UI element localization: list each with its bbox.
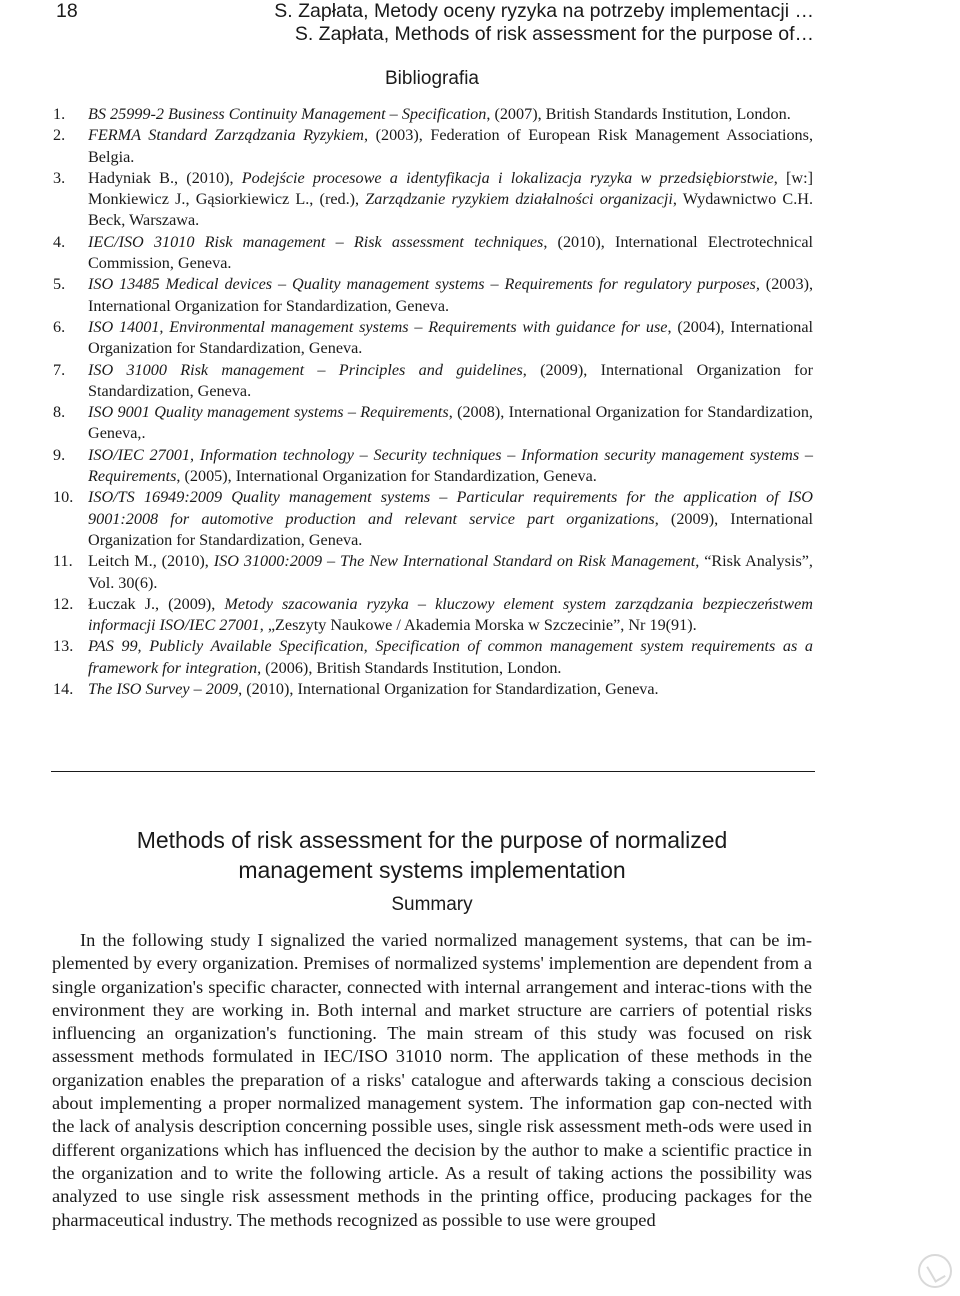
reference-text [88, 232, 813, 275]
reference-number: 8. [53, 403, 66, 422]
reference-title-italic: ISO/IEC 27001, Information technology – Security techniques – Information security management systems – Requirements [88, 445, 813, 486]
reference-detail: , “Risk Analysis”, Vol. 30(6). [88, 552, 813, 592]
reference-detail: , [w:] Monkiewicz J., Gąsiorkiewicz L., (red.), [88, 168, 814, 209]
page-header [0, 0, 960, 48]
reference-title-italic: Podejście procesowe a identyfikacja i lokalizacja ryzyka w przedsiębiorstwie [241, 168, 774, 187]
reference-text [88, 402, 813, 445]
reference-text [88, 551, 813, 594]
reference-detail: , (2006), British Standards Institution, London. [257, 658, 562, 677]
reference-number: 13. [53, 637, 74, 656]
reference-title-italic: BS 25999-2 Business Continuity Management – Specification [88, 105, 487, 123]
watermark-logo-icon [918, 1254, 952, 1288]
reference-detail: (2003), International Organization for Standardization, Geneva. [88, 275, 814, 315]
reference-title-italic: Zarządzanie ryzykiem działalności organizacji [365, 190, 673, 209]
reference-title-italic: ISO/TS 16949:2009 Quality management systems – Particular requirements for the application of ISO 9001:2008 for automotive production and relevant service part organizations [88, 488, 813, 528]
reference-number: 6. [53, 317, 66, 336]
reference-detail: , (2003), Federation of European Risk Management Associations, Belgia. [88, 126, 813, 166]
reference-detail: , (2005), International Organization for Standardization, Geneva. [176, 467, 597, 486]
reference-title-italic: PAS 99, Publicly Available Specification, Specification of common management system requirements as a framework for integration [88, 637, 813, 677]
reference-text [88, 679, 813, 700]
reference-text [88, 636, 813, 679]
reference-text [88, 487, 813, 551]
reference-text [88, 445, 813, 488]
reference-item [53, 551, 813, 594]
reference-item [53, 445, 813, 488]
reference-detail: , „Zeszyty Naukowe / Akademia Morska w Szczecinie”, Nr 19(91). [259, 616, 697, 635]
reference-detail: Leitch M., (2010), [88, 552, 214, 571]
reference-number: 10. [53, 488, 74, 507]
reference-detail: , (2004), International Organization for Standardization, Geneva. [88, 317, 813, 358]
reference-item [53, 636, 813, 679]
reference-item [53, 125, 813, 168]
reference-title-italic: ISO 13485 Medical devices – Quality management systems – Requirements for regulatory purposes, [88, 275, 760, 294]
reference-title-italic: The ISO Survey – 2009 [88, 680, 239, 699]
reference-text [88, 274, 813, 317]
reference-number: 7. [53, 360, 66, 379]
reference-item [53, 317, 813, 360]
reference-text [88, 317, 813, 360]
running-title-polish: S. Zapłata, Metody oceny ryzyka na potrzeby implementacji … [274, 0, 814, 22]
reference-number: 1. [53, 105, 66, 123]
reference-number: 14. [53, 680, 74, 699]
reference-detail: Łuczak J., (2009), [88, 594, 225, 613]
title-line-2: management systems implementation [238, 857, 626, 883]
reference-text [88, 104, 813, 125]
reference-item [53, 679, 813, 700]
reference-item [53, 360, 813, 403]
reference-detail: Hadyniak B., (2010), [88, 168, 242, 187]
reference-number: 9. [53, 445, 66, 464]
reference-text [88, 594, 813, 637]
reference-item [53, 168, 813, 232]
reference-title-italic: FERMA Standard Zarządzania Ryzykiem [88, 126, 364, 145]
section-divider [51, 771, 815, 772]
reference-title-italic: ISO 31000:2009 – The New International Standard on Risk Management [213, 552, 696, 571]
reference-detail: , (2009), International Organization for Standardization, Geneva. [88, 360, 813, 400]
reference-detail: , (2009), International Organization for Standardization, Geneva. [88, 509, 814, 549]
reference-number: 11. [53, 552, 73, 571]
reference-number: 5. [53, 275, 66, 294]
reference-text [88, 168, 813, 232]
reference-number: 12. [53, 594, 74, 613]
reference-title-italic: ISO 9001 Quality management systems – Requirements [88, 403, 449, 422]
title-line-1: Methods of risk assessment for the purpose of normalized [136, 827, 728, 853]
reference-number: 2. [53, 126, 66, 145]
abstract-text: In the following study I signalized the varied normalized management systems, that can be im-plemented by every organization. Premises of normalized systems' implemention are dependent from a single organization's specific character, connected with internal arrangement and interac-tions with the environment they are working in. Both internal and market structure are carriers of potential risks influencing an organization's functioning. The main stream of this study was focused on risk assessment methods formulated in IEC/ISO 31010 norm. The application of these methods in the organization enables the preparation of a risks' catalogue and afterwards taking a conscious decision about implementing a proper normalized management system. The information gap con-nected with the lack of analysis description concerning possible uses, single risk assessment meth-ods were used in different organizations which has influenced the decision by the author to make a scientific practice in the organization and to write the following article. As a result of taking actions the possibility was analyzed to use single risk assessment methods in the printing office, producing packages for the pharmaceutical industry. The methods recognized as possible to use were grouped [52, 930, 812, 1230]
running-title [274, 0, 814, 46]
reference-item [53, 487, 813, 551]
bibliography-heading: Bibliografia [385, 68, 479, 89]
reference-text [88, 360, 813, 403]
reference-title-italic: ISO 31000 Risk management – Principles and guidelines [88, 360, 523, 379]
reference-detail: , Wydawnictwo C.H. Beck, Warszawa. [88, 190, 813, 230]
reference-title-italic: IEC/ISO 31010 Risk management – Risk assessment techniques [88, 232, 544, 251]
reference-detail: , (2010), International Organization for Standardization, Geneva. [238, 680, 659, 699]
reference-item [53, 104, 813, 125]
running-title-english: S. Zapłata, Methods of risk assessment for the purpose of… [294, 23, 814, 45]
reference-item [53, 402, 813, 445]
reference-number: 4. [53, 232, 66, 251]
page-number: 18 [56, 0, 78, 22]
reference-number: 3. [53, 168, 66, 187]
reference-item [53, 274, 813, 317]
reference-title-italic: ISO 14001, Environmental management systems – Requirements with guidance for use [88, 317, 668, 336]
reference-item [53, 594, 813, 637]
reference-detail: , (2010), International Electrotechnical Commission, Geneva. [88, 232, 814, 273]
reference-detail: , (2007), British Standards Institution, London. [486, 105, 791, 123]
english-article-title [0, 825, 864, 885]
reference-list [53, 104, 813, 700]
reference-detail: , (2008), International Organization for Standardization, Geneva,. [88, 403, 813, 443]
summary-heading: Summary [391, 894, 473, 915]
reference-item [53, 232, 813, 275]
reference-text [88, 125, 813, 168]
reference-title-italic: Metody szacowania ryzyka – kluczowy element system zarządzania bezpieczeństwem informacji ISO/IEC 27001 [88, 594, 813, 635]
